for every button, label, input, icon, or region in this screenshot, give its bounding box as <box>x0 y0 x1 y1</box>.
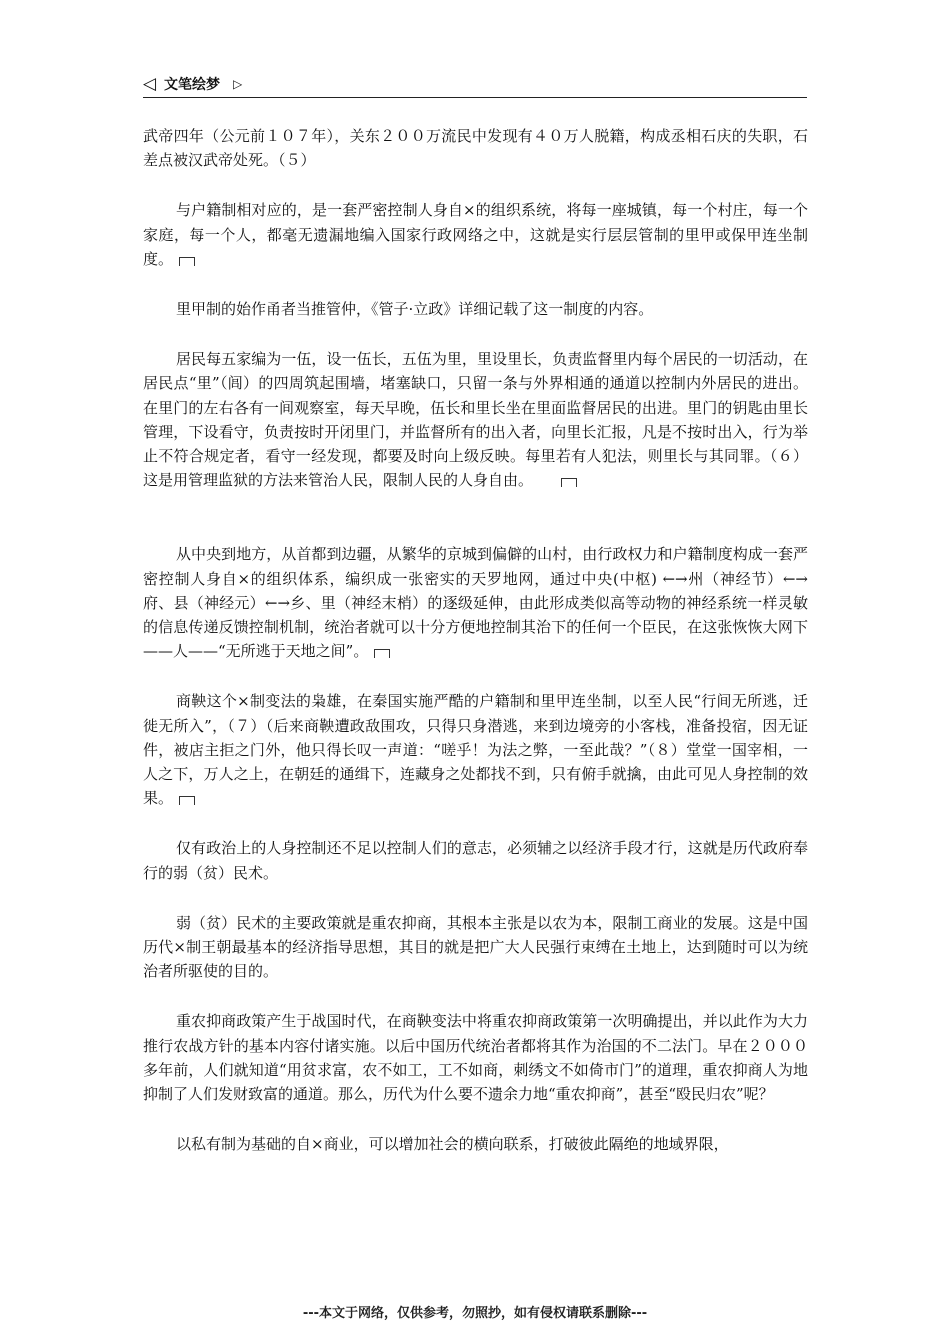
paragraph-text: 从中央到地方，从首都到边疆，从繁华的京城到偏僻的山村，由行政权力和户籍制度构成一套严密控制人身自×的组织体系，编织成一张密实的天罗地网，通过中央(中枢) ←→州（神经节）←→ 府、县（神经元）←→乡、里（神经末梢）的逐级延伸，由此形成类似高等动物的神经系统一样灵敏的信息传递反馈控制机制，统治者就可以十分方便地控制其治下的任何一个臣民，在这张恢恢大网下——人——“无所逃于天地之间”。 <box>143 545 824 661</box>
page-header <box>143 72 807 98</box>
paragraph-text: 居民每五家编为一伍，设一伍长，五伍为里，里设里长，负责监督里内每个居民的一切活动，在居民点“里”（闾）的四周筑起围墙，堵塞缺口，只留一条与外界相通的通道以控制内外居民的进出。在里门的左右各有一间观察室，每天早晚，伍长和里长坐在里面监督居民的出进。里门的钥匙由里长管理，下设看守，负责按时开闭里门，并监督所有的出入者，向里长汇报，凡是不按时出入，行为举止不符合规定者，看守一经发现，都要及时向上级反映。每里若有人犯法，则里长与其同罪。（６）这是用管理监狱的方法来管治人民，限制人民的人身自由。 <box>143 350 808 490</box>
brand-title: 文笔绘梦 <box>164 77 220 93</box>
paragraph-8 <box>143 911 808 984</box>
document-body <box>143 124 824 1157</box>
paragraph-text: 以私有制为基础的自×商业，可以增加社会的横向联系，打破彼此隔绝的地域界限， <box>176 1135 729 1154</box>
page-footer: ---本文于网络，仅供参考，勿照抄，如有侵权请联系删除--- <box>302 1306 648 1321</box>
paragraph-3 <box>143 297 808 321</box>
paragraph-text: 弱（贫）民术的主要政策就是重农抑商，其根本主张是以农为本，限制工商业的发展。这是中国历代×制王朝最基本的经济指导思想，其目的就是把广大人民强行束缚在土地上，达到随时可以为统治者所驱使的目的。 <box>143 913 808 981</box>
paragraph-mark-icon <box>179 257 195 266</box>
paragraph-mark-icon <box>179 796 195 805</box>
forward-arrow-icon[interactable]: ▷ <box>233 77 243 91</box>
paragraph-text: 仅有政治上的人身控制还不足以控制人们的意志，必须辅之以经济手段才行，这就是历代政府奉行的弱（贫）民术。 <box>143 839 808 882</box>
paragraph-mark-icon <box>374 649 390 658</box>
paragraph-text: 里甲制的始作甬者当推管仲，《管子·立政》详细记载了这一制度的内容。 <box>176 300 654 319</box>
back-arrow-icon[interactable]: ◁ <box>143 74 157 94</box>
paragraph-mark-icon <box>561 478 577 487</box>
paragraph-9 <box>143 1009 808 1106</box>
paragraph-4 <box>143 347 808 492</box>
paragraph-text: 武帝四年（公元前１０７年），关东２００万流民中发现有４０万人脱籍，构成丞相石庆的失职，石差点被汉武帝处死。（５） <box>143 127 808 170</box>
paragraph-text: 商鞅这个×制变法的枭雄，在秦国实施严酷的户籍制和里甲连坐制，以至人民“行间无所逃，迁徙无所入”，（７）（后来商鞅遭政敌围攻，只得只身潜逃，来到边境旁的小客栈，准备投宿，因无证件，被店主拒之门外，他只得长叹一声道：“嗟乎！为法之弊，一至此哉？”（８）堂堂一国宰相，一人之下，万人之上，在朝廷的通缉下，连藏身之处都找不到，只有俯手就擒，由此可见人身控制的效果。 <box>143 692 808 808</box>
paragraph-6 <box>143 689 808 810</box>
paragraph-7 <box>143 836 808 884</box>
paragraph-2 <box>143 198 808 271</box>
paragraph-text: 重农抑商政策产生于战国时代，在商鞅变法中将重农抑商政策第一次明确提出，并以此作为大力推行农战方针的基本内容付诸实施。以后中国历代统治者都将其作为治国的不二法门。早在２０００多年前，人们就知道“用贫求富，农不如工，工不如商，刺绣文不如倚市门”的道理，重农抑商人为地抑制了人们发财致富的通道。那么，历代为什么要不遗余力地“重农抑商”，甚至“殴民归农”呢？ <box>143 1012 808 1104</box>
header-divider <box>143 97 807 98</box>
paragraph-text: 与户籍制相对应的，是一套严密控制人身自×的组织系统，将每一座城镇，每一个村庄，每一个家庭，每一个人，都毫无遗漏地编入国家行政网络之中，这就是实行层层管制的里甲或保甲连坐制度。 <box>143 201 808 268</box>
paragraph-10 <box>143 1132 808 1156</box>
paragraph-5 <box>143 542 824 663</box>
paragraph-1 <box>143 124 808 172</box>
